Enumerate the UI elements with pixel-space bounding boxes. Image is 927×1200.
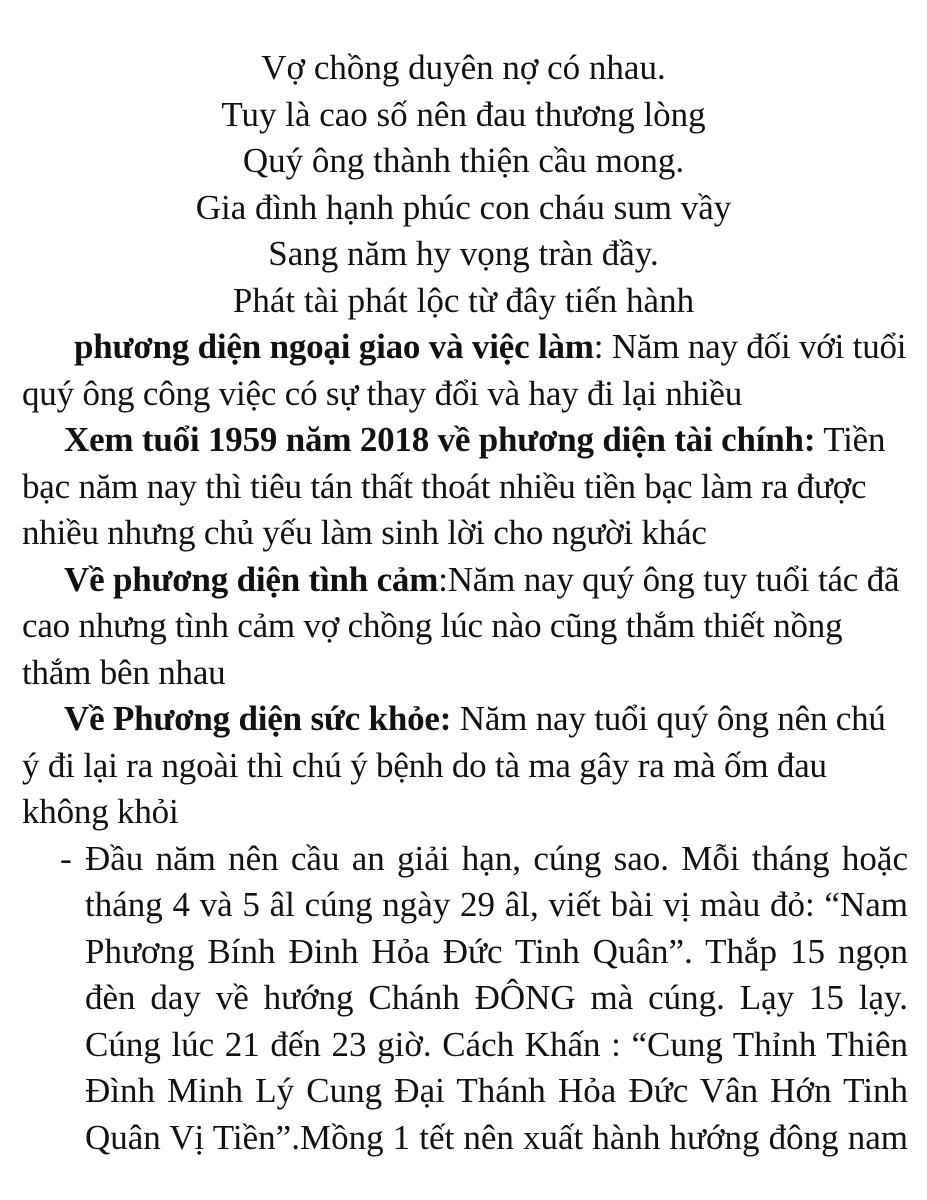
- section-text: Năm nay tuổi quý ông nên chú ý đi lại ra ngoài thì chú ý bệnh do tà ma gây ra mà ốm đau không khỏi: [22, 699, 886, 831]
- list-bullet: -: [60, 838, 72, 878]
- poem-line: Tuy là cao số nên đau thương lòng: [221, 94, 706, 134]
- section-heading: Về phương diện tình cảm: [64, 559, 439, 599]
- section-heading: Xem tuổi 1959 năm 2018 về phương diện tài chính:: [64, 420, 816, 459]
- section-text: : Năm nay đối với tuổi quý ông công việc có sự thay đổi và hay đi lại nhiều: [22, 327, 907, 413]
- section-finance: [22, 417, 908, 557]
- poem-line: Vợ chồng duyên nợ có nhau.: [261, 48, 666, 87]
- section-foreign-affairs-work: [22, 324, 908, 417]
- poem-line: Gia đình hạnh phúc con cháu sum vầy: [195, 187, 732, 227]
- poem-line: Quý ông thành thiện cầu mong.: [242, 141, 685, 180]
- poem-line: Phát tài phát lộc từ đây tiến hành: [232, 280, 695, 320]
- poem-block: [0, 45, 927, 324]
- prose-block: [22, 324, 908, 1161]
- section-heading: Về Phương diện sức khỏe:: [64, 699, 452, 738]
- section-health: [22, 696, 908, 836]
- section-relationships: [22, 557, 908, 697]
- advice-text: Đầu năm nên cầu an giải hạn, cúng sao. Mỗi tháng hoặc tháng 4 và 5 âl cúng ngày 29 âl, viết bài vị màu đỏ: “Nam Phương Bính Đinh Hỏa Đức Tinh Quân”. Thắp 15 ngọn đèn day về hướng Chánh ĐÔNG mà cúng. Lạy 15 lạy. Cúng lúc 21 đến 23 giờ. Cách Khấn : “Cung Thỉnh Thiên Đình Minh Lý Cung Đại Thánh Hỏa Đức Vân Hớn Tinh Quân Vị Tiền”.Mồng 1 tết nên xuất hành hướng đông nam: [85, 838, 908, 1157]
- section-text: :Năm nay quý ông tuy tuổi tác đã cao nhưng tình cảm vợ chồng lúc nào cũng thắm thiết nồng thắm bên nhau: [22, 559, 900, 692]
- section-text: Tiền bạc năm nay thì tiêu tán thất thoát nhiều tiền bạc làm ra được nhiều nhưng chủ yếu làm sinh lời cho người khác: [22, 420, 886, 552]
- section-heading: phương diện ngoại giao và việc làm: [74, 327, 594, 366]
- poem-line: Sang năm hy vọng tràn đầy.: [268, 234, 659, 273]
- advice-list-item: [22, 836, 908, 1162]
